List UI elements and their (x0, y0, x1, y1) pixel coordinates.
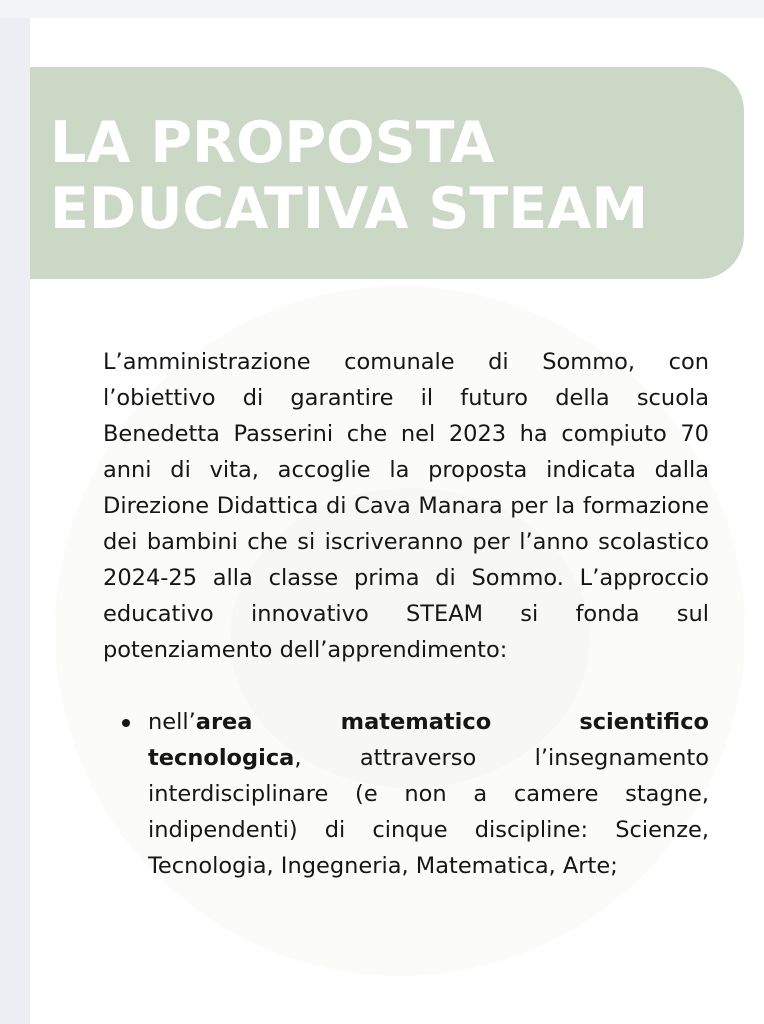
page-title-line-2: EDUCATIVA STEAM (50, 176, 649, 242)
intro-paragraph: L’amministrazione comunale di Sommo, con l’obiettivo di garantire il futuro della scuola Benedetta Passerini che nel 2023 ha compiuto 70 anni di vita, accoglie la proposta indicata dalla Direzione Didattica di Cava Manara per la formazione dei bambini che si iscriveranno per l’anno scolastico 2024-25 alla classe prima di Sommo. L’approccio educativo innovativo STEAM si fonda sul potenziamento dell’apprendimento: (103, 349, 709, 663)
viewer-top-bar (0, 0, 764, 18)
page-title (50, 110, 648, 242)
page-title-line-1: LA PROPOSTA (50, 110, 495, 176)
bullet-list (103, 704, 709, 884)
list-item-text: , attraverso l’insegnamento interdisciplinare (e non a camere stagne, indipendenti) di cinque discipline: Scienze, Tecnologia, Ingegneria, Matematica, Arte; (148, 745, 709, 879)
bullet-icon (122, 719, 130, 727)
list-item-bold: area matematico scientifico tecnologica (148, 709, 709, 771)
document-page (30, 18, 764, 1024)
list-item (103, 704, 709, 884)
list-item-prefix: nell’ (148, 709, 196, 735)
